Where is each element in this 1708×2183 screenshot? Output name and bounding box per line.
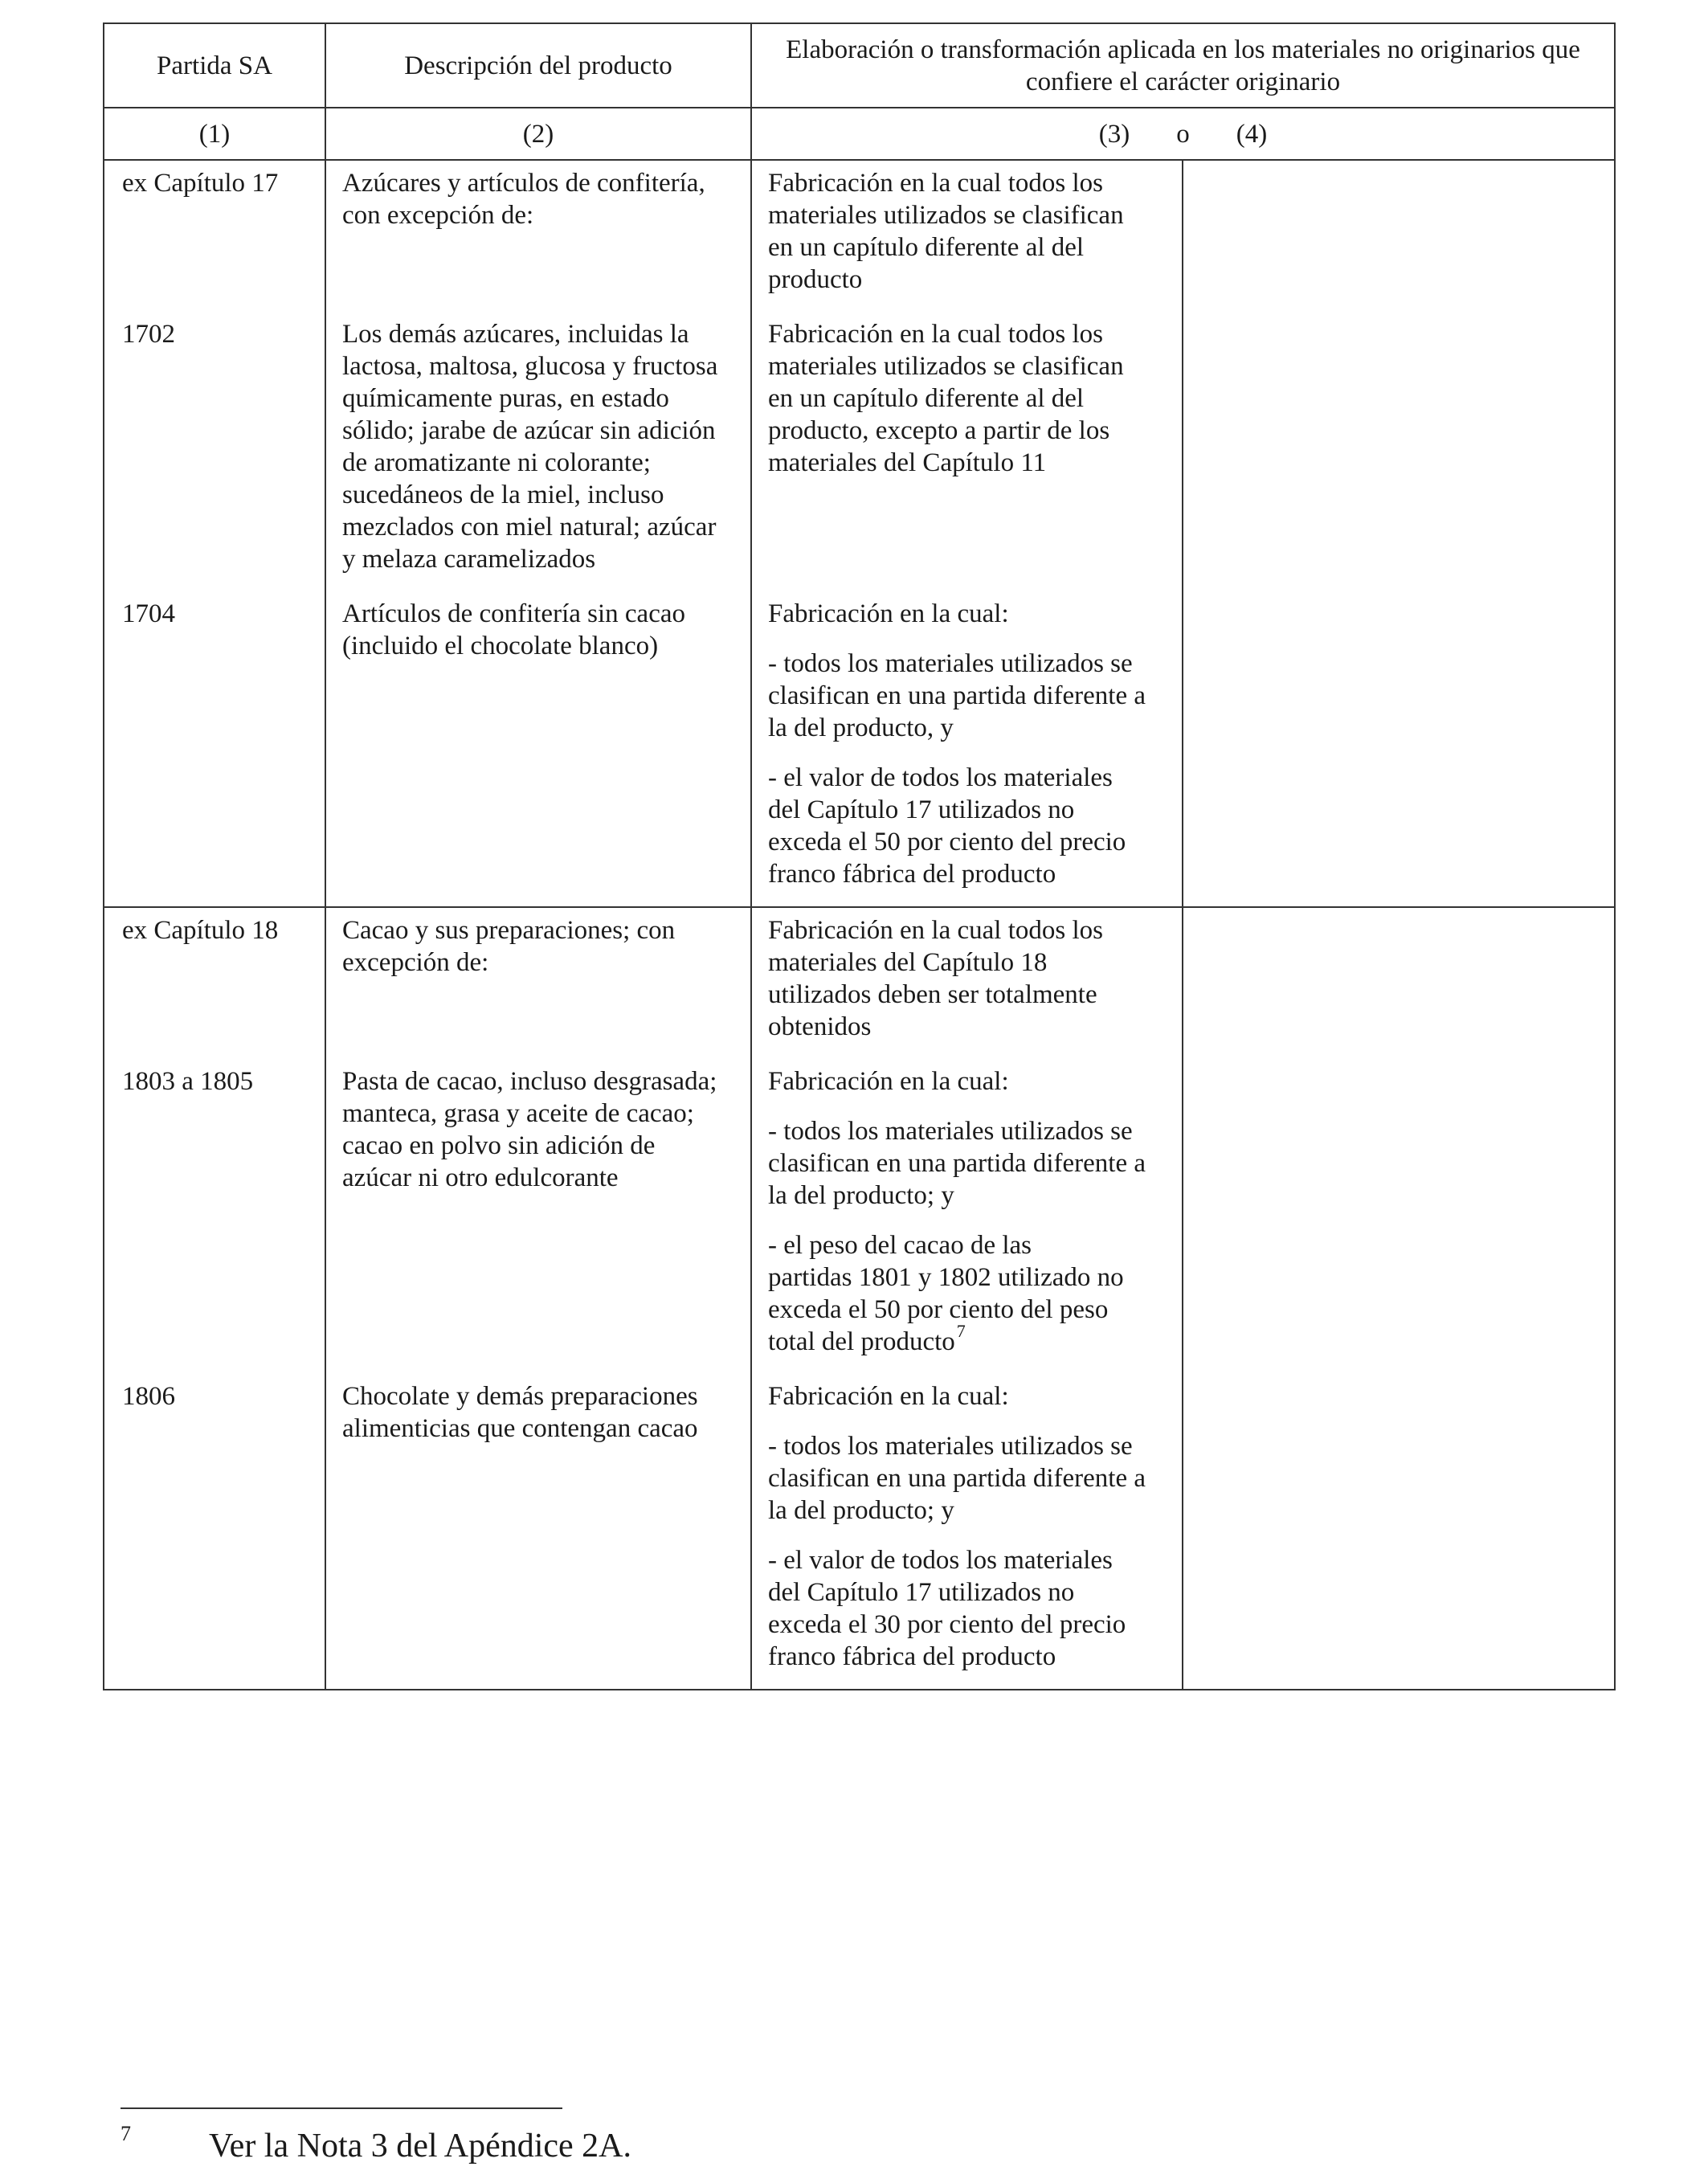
- table-row: [104, 907, 1615, 1059]
- rule-paragraph: - todos los materiales utilizados se clasifican en una partida diferente a la del producto; y: [768, 1432, 1146, 1525]
- column-or-label: o: [1176, 119, 1190, 149]
- footnote-text: Ver la Nota 3 del Apéndice 2A.: [209, 2128, 632, 2165]
- table-row: [104, 591, 1615, 907]
- header-descripcion: Descripción del producto: [325, 23, 751, 108]
- row-code: 1803 a 1805: [104, 1059, 325, 1374]
- row-description: Artículos de confitería sin cacao (incluido el chocolate blanco): [325, 591, 751, 907]
- column-number-3: (3): [1098, 119, 1130, 149]
- rule-paragraph: - todos los materiales utilizados se clasifican en una partida diferente a la del producto, y: [768, 649, 1146, 742]
- row-rule: [751, 1059, 1183, 1374]
- table-row: [104, 1374, 1615, 1690]
- rule-paragraph: - el valor de todos los materiales del Capítulo 17 utilizados no exceda el 30 por ciento del precio franco fábrica del producto: [768, 1546, 1126, 1671]
- row-rule: [751, 1374, 1183, 1690]
- column-number-4: (4): [1236, 119, 1268, 149]
- row-rule: [751, 907, 1183, 1059]
- row-description: Chocolate y demás preparaciones alimenticias que contengan cacao: [325, 1374, 751, 1690]
- row-alt-rule: [1183, 160, 1615, 312]
- row-code: ex Capítulo 17: [104, 160, 325, 312]
- row-description: Cacao y sus preparaciones; con excepción de:: [325, 907, 751, 1059]
- origin-rules-table: [103, 22, 1616, 1690]
- rule-paragraph: [768, 1229, 1171, 1358]
- table-row: [104, 1059, 1615, 1374]
- row-rule: [751, 591, 1183, 907]
- row-alt-rule: [1183, 907, 1615, 1059]
- rule-paragraph: Fabricación en la cual:: [768, 1067, 1009, 1096]
- row-alt-rule: [1183, 591, 1615, 907]
- header-row: [104, 23, 1615, 108]
- row-rule: [751, 160, 1183, 312]
- row-rule: [751, 312, 1183, 591]
- row-description: Pasta de cacao, incluso desgrasada; manteca, grasa y aceite de cacao; cacao en polvo sin adición de azúcar ni otro edulcorante: [325, 1059, 751, 1374]
- rule-paragraph: Fabricación en la cual todos los materiales utilizados se clasifican en un capítulo diferente al del producto: [768, 169, 1124, 294]
- row-description: Azúcares y artículos de confitería, con excepción de:: [325, 160, 751, 312]
- rule-paragraph: Fabricación en la cual:: [768, 599, 1009, 628]
- footnote-separator: [121, 2107, 562, 2109]
- column-number-2: (2): [325, 108, 751, 160]
- row-code: 1704: [104, 591, 325, 907]
- column-number-1: (1): [104, 108, 325, 160]
- header-partida-sa: Partida SA: [104, 23, 325, 108]
- row-alt-rule: [1183, 1374, 1615, 1690]
- table-row: [104, 312, 1615, 591]
- row-description: Los demás azúcares, incluidas la lactosa, maltosa, glucosa y fructosa químicamente puras, en estado sólido; jarabe de azúcar sin adición de aromatizante ni colorante; sucedáneos de la miel, incluso mezclados con miel natural; azúcar y melaza caramelizados: [325, 312, 751, 591]
- row-alt-rule: [1183, 1059, 1615, 1374]
- rule-paragraph: Fabricación en la cual todos los materiales del Capítulo 18 utilizados deben ser totalmente obtenidos: [768, 916, 1103, 1041]
- rule-paragraph: - el valor de todos los materiales del Capítulo 17 utilizados no exceda el 50 por ciento del precio franco fábrica del producto: [768, 763, 1126, 889]
- rule-paragraph: Fabricación en la cual todos los materiales utilizados se clasifican en un capítulo diferente al del producto, excepto a partir de los materiales del Capítulo 11: [768, 320, 1124, 477]
- column-number-row: [104, 108, 1615, 160]
- footnote-mark: 7: [121, 2122, 131, 2145]
- row-code: 1702: [104, 312, 325, 591]
- rule-paragraph-text: - el peso del cacao de las partidas 1801 y 1802 utilizado no exceda el 50 por ciento del peso total del producto: [768, 1231, 1124, 1356]
- row-code: ex Capítulo 18: [104, 907, 325, 1059]
- rule-paragraph: - todos los materiales utilizados se clasifican en una partida diferente a la del producto; y: [768, 1117, 1146, 1210]
- footnote-reference: 7: [956, 1321, 966, 1341]
- column-number-3-4: [751, 108, 1615, 160]
- row-alt-rule: [1183, 312, 1615, 591]
- row-code: 1806: [104, 1374, 325, 1690]
- rule-paragraph: Fabricación en la cual:: [768, 1382, 1009, 1411]
- table-row: [104, 160, 1615, 312]
- header-elaboracion: Elaboración o transformación aplicada en los materiales no originarios que confiere el carácter originario: [751, 23, 1615, 108]
